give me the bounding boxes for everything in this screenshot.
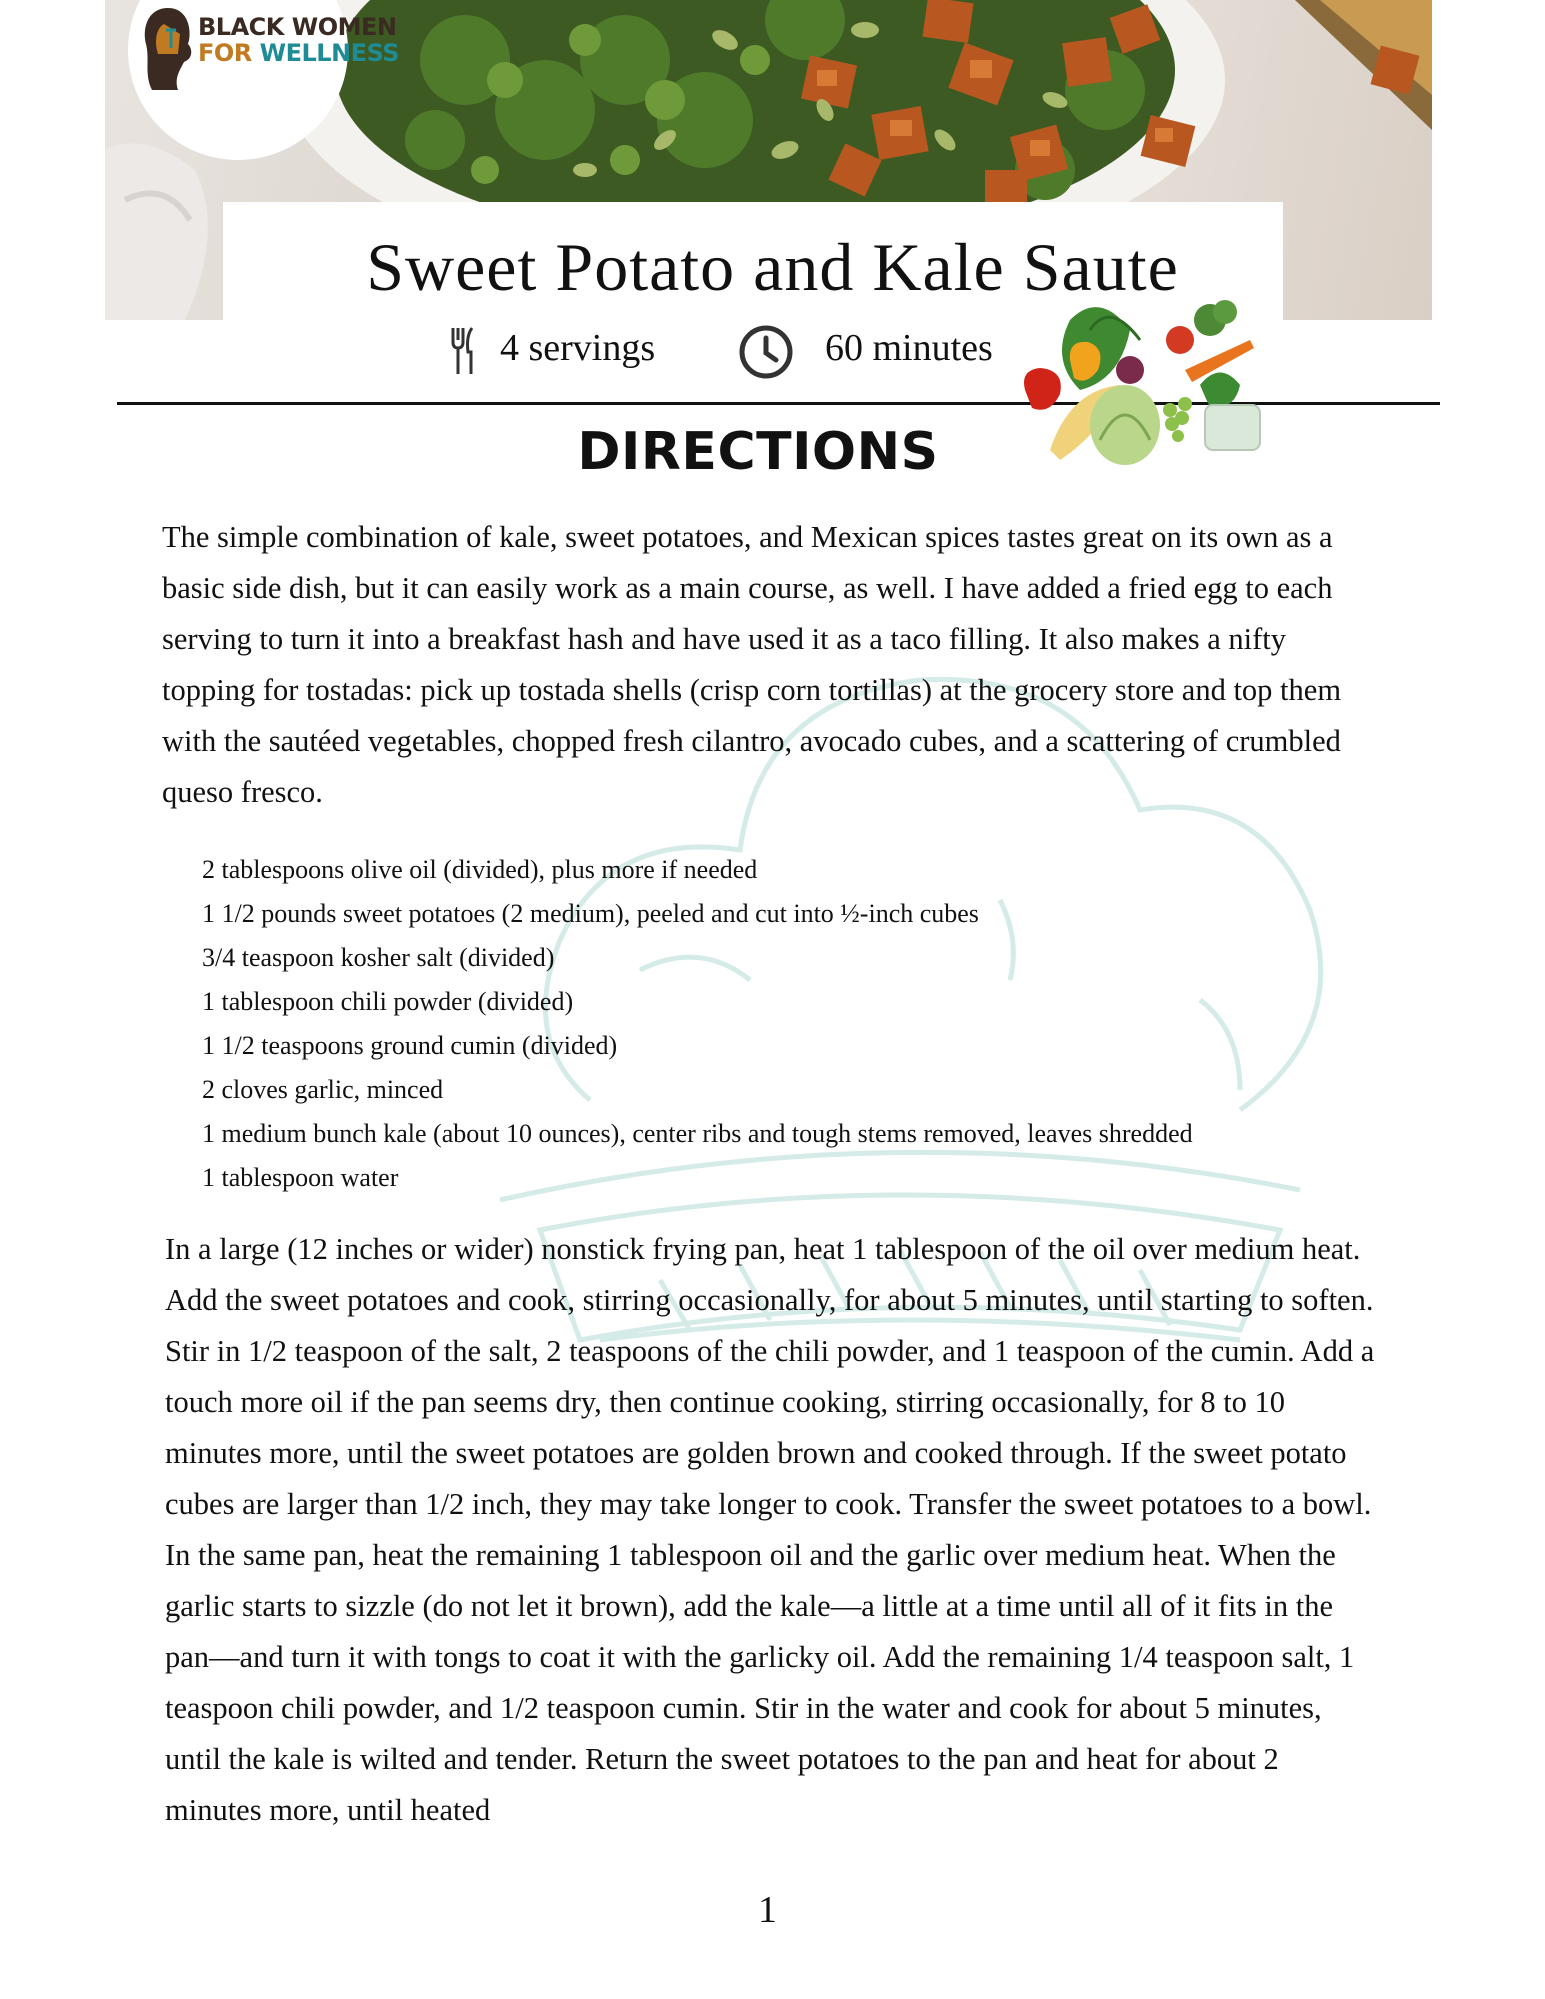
intro-paragraph: The simple combination of kale, sweet potatoes, and Mexican spices tastes great on its own as a basic side dish, but it can easily work as a main course, as well. I have added a fried egg to each serving to turn it into a breakfast hash and have used it as a taco filling. It also makes a nifty topping for tostadas: pick up tostada shells (crisp corn tortillas) at the grocery store and top them with the sautéed vegetables, chopped fresh cilantro, avocado cubes, and a scattering of crumbled queso fresco. [162, 520, 1342, 809]
time-text: 60 minutes [825, 327, 993, 369]
ingredient-item: 1 1/2 pounds sweet potatoes (2 medium), peeled and cut into ½-inch cubes [202, 899, 979, 928]
method-paragraph: In a large (12 inches or wider) nonstick frying pan, heat 1 tablespoon of the oil over medium heat. Add the sweet potatoes and cook, stirring occasionally, for about 5 minutes, until starting to soften. Stir in 1/2 teaspoon of the salt, 2 teaspoons of the chili powder, and 1 teaspoon of the cumin. Add a touch more oil if the pan seems dry, then continue cooking, stirring occasionally, for 8 to 10 minutes more, until the sweet potatoes are golden brown and cooked through. If the sweet potato cubes are larger than 1/2 inch, they may take longer to cook. Transfer the sweet potatoes to a bowl. In the same pan, heat the remaining 1 tablespoon oil and the garlic over medium heat. When the garlic starts to sizzle (do not let it brown), add the kale—a little at a time until all of it fits in the pan—and turn it with tongs to coat it with the garlicky oil. Add the remaining 1/4 teaspoon salt, 1 teaspoon chili powder, and 1/2 teaspoon cumin. Stir in the water and cook for about 5 minutes, until the kale is wilted and tender. Return the sweet potatoes to the pan and heat for about 2 minutes more, until heated [165, 1232, 1375, 1827]
ingredient-list [202, 848, 1193, 1200]
ingredient-item: 2 tablespoons olive oil (divided), plus more if needed [202, 855, 758, 884]
clock-icon [738, 324, 794, 380]
logo-silhouette-icon [138, 4, 198, 94]
ingredient-item: 1 tablespoon water [202, 1163, 399, 1192]
ingredient-item: 1 1/2 teaspoons ground cumin (divided) [202, 1031, 618, 1060]
fork-knife-icon [450, 326, 478, 376]
logo-line-1: BLACK WOMEN [198, 13, 397, 41]
page-number: 1 [758, 1889, 777, 1931]
servings-text: 4 servings [500, 327, 656, 369]
logo-line-2a: FOR [198, 39, 260, 67]
ingredient-item: 2 cloves garlic, minced [202, 1075, 444, 1104]
ingredient-item: 1 medium bunch kale (about 10 ounces), center ribs and tough stems removed, leaves shredded [202, 1119, 1193, 1148]
logo-wordmark [198, 14, 399, 66]
logo-line-2b: WELLNESS [259, 39, 400, 67]
ingredient-item: 1 tablespoon chili powder (divided) [202, 987, 574, 1016]
ingredient-item: 3/4 teaspoon kosher salt (divided) [202, 943, 555, 972]
recipe-title: Sweet Potato and Kale Saute [366, 229, 1179, 305]
section-heading: DIRECTIONS [577, 422, 939, 482]
